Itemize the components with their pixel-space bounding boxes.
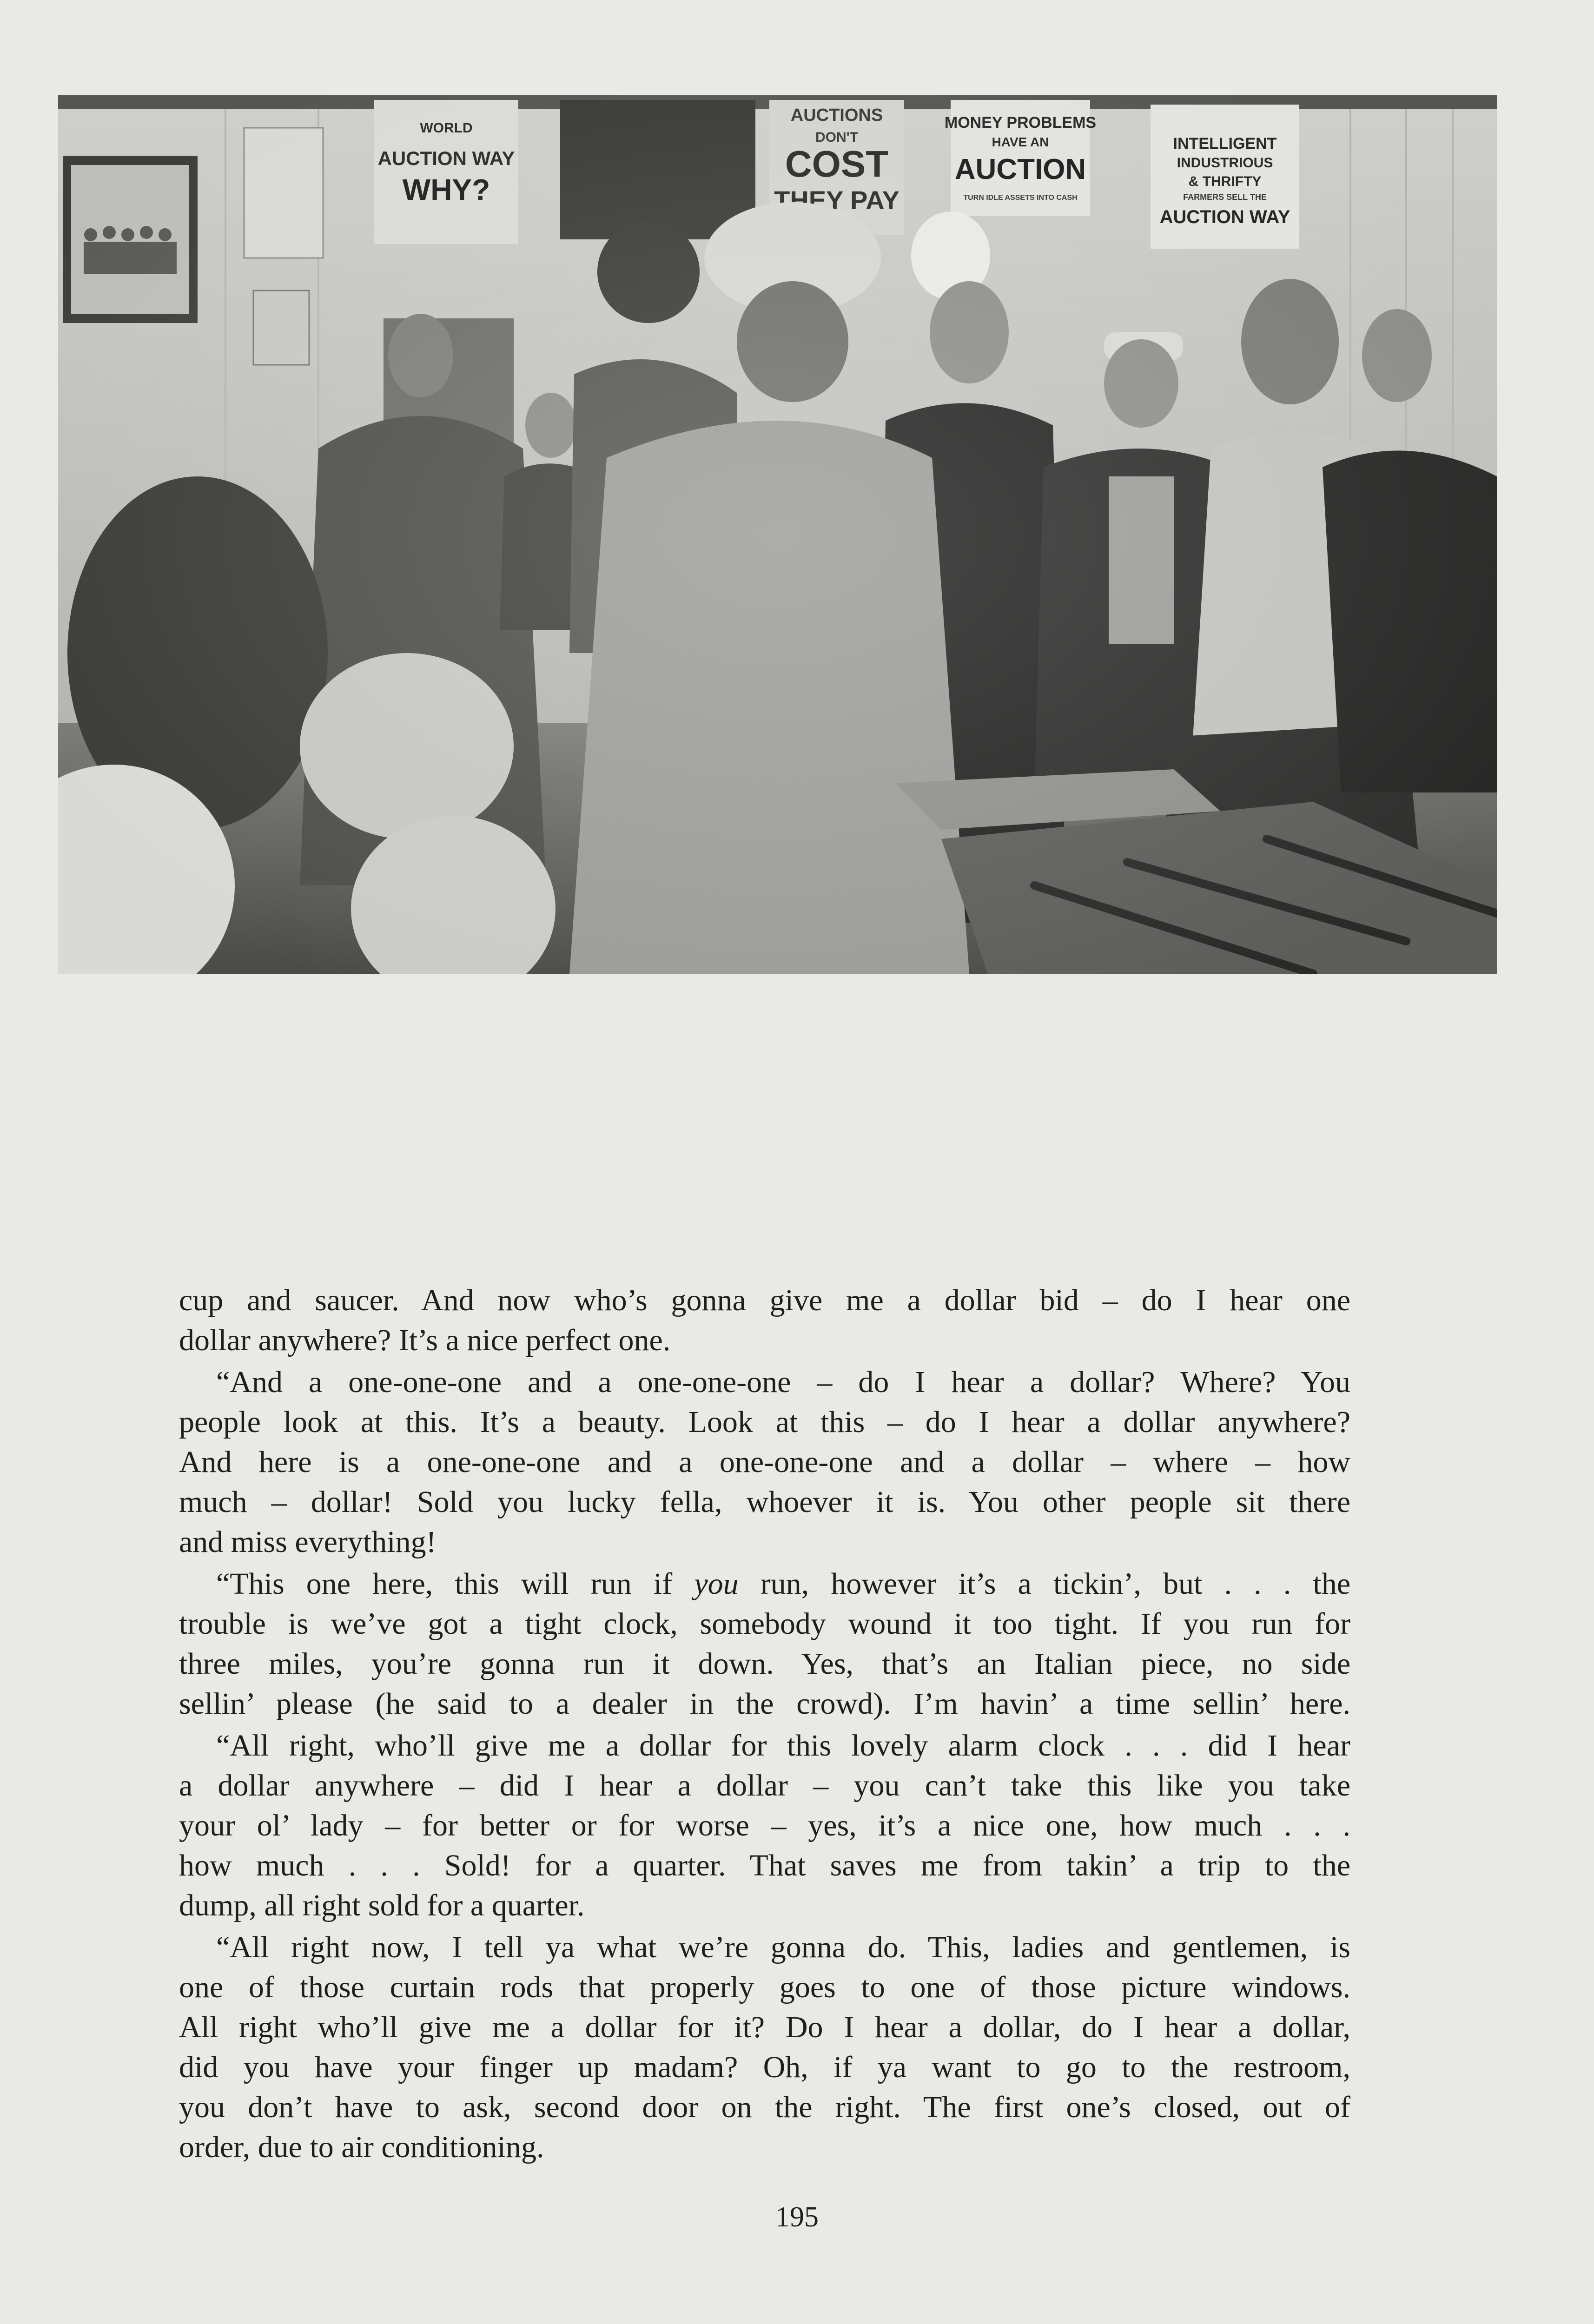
body-text — [179, 1281, 1350, 2167]
text-line: “All right, who’ll give me a dollar for this lovely alarm clock . . . did I hear — [216, 1729, 1350, 1763]
text-line: trouble is we’ve got a tight clock, somebody wound it too tight. If you run for — [179, 1607, 1350, 1641]
page-number: 195 — [775, 2201, 819, 2233]
text-line: cup and saucer. And now who’s gonna give me a dollar bid – do I hear one — [179, 1283, 1350, 1317]
auction-photograph — [58, 95, 1497, 974]
paragraph-1 — [179, 1281, 1350, 1360]
text-line: “All right now, I tell ya what we’re gonna do. This, ladies and gentlemen, is — [216, 1930, 1350, 1964]
text-line: how much . . . Sold! for a quarter. That saves me from takin’ a trip to the — [179, 1849, 1350, 1882]
text-line: and miss everything! — [179, 1525, 437, 1559]
text-fragment: “This one here, this will run if — [216, 1567, 694, 1601]
text-line: a dollar anywhere – did I hear a dollar – you can’t take this like you take — [179, 1769, 1350, 1802]
text-line: you don’t have to ask, second door on the right. The first one’s closed, out of — [179, 2090, 1350, 2124]
text-line: your ol’ lady – for better or for worse – yes, it’s a nice one, how much . . . — [179, 1809, 1350, 1842]
paragraph-4 — [179, 1726, 1350, 1926]
paragraph-3 — [179, 1564, 1350, 1724]
text-line: did you have your finger up madam? Oh, if ya want to go to the restroom, — [179, 2050, 1350, 2084]
text-line: people look at this. It’s a beauty. Look at this – do I hear a dollar anywhere? — [179, 1405, 1350, 1439]
text-line: dollar anywhere? It’s a nice perfect one. — [179, 1323, 671, 1357]
text-fragment: run, however it’s a tickin’, but . . . the — [738, 1567, 1350, 1601]
text-line: much – dollar! Sold you lucky fella, whoever it is. You other people sit there — [179, 1485, 1350, 1519]
text-line: one of those curtain rods that properly goes to one of those picture windows. — [179, 1970, 1350, 2004]
text-line: All right who’ll give me a dollar for it? Do I hear a dollar, do I hear a dollar, — [179, 2010, 1350, 2044]
paragraph-5 — [179, 1928, 1350, 2167]
text-line: “And a one-one-one and a one-one-one – do I hear a dollar? Where? You — [216, 1365, 1350, 1399]
text-line: sellin’ please (he said to a dealer in the crowd). I’m havin’ a time sellin’ here. — [179, 1687, 1350, 1721]
text-line: three miles, you’re gonna run it down. Yes, that’s an Italian piece, no side — [179, 1647, 1350, 1681]
paragraph-2 — [179, 1362, 1350, 1562]
emphasized-word: you — [694, 1567, 739, 1601]
text-line: order, due to air conditioning. — [179, 2130, 544, 2164]
text-line: dump, all right sold for a quarter. — [179, 1888, 585, 1922]
text-line — [179, 1564, 1350, 1604]
text-line: And here is a one-one-one and a one-one-one and a dollar – where – how — [179, 1445, 1350, 1479]
